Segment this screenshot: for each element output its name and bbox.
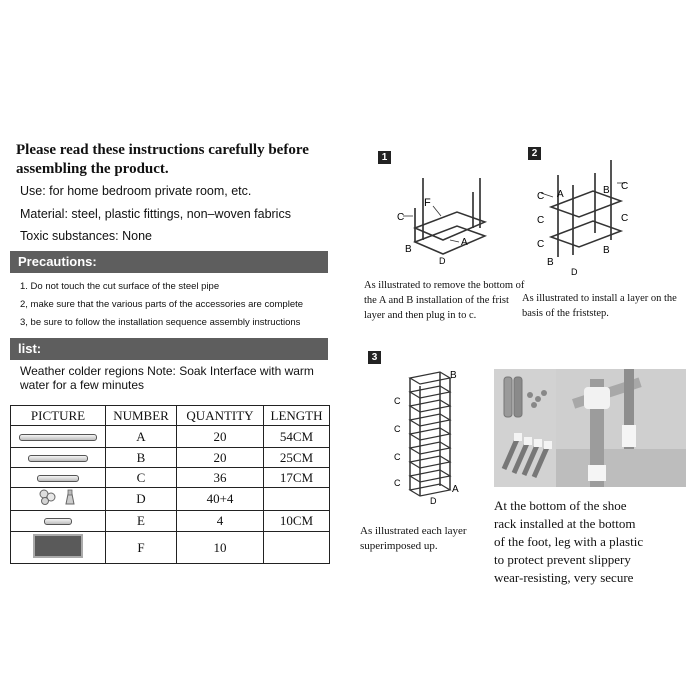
step-2-label-a: A xyxy=(557,189,564,200)
step-2-caption-line-2: basis of the friststep. xyxy=(522,308,609,319)
medium-tube-icon xyxy=(28,455,88,462)
quantity-cell: 20 xyxy=(177,426,264,448)
table-header-row xyxy=(11,406,330,426)
step-3-label-c-2: C xyxy=(394,424,401,434)
step-1-caption xyxy=(364,278,544,323)
step-3-diagram xyxy=(390,362,470,512)
step-3-caption-line-1: As illustrated each layer xyxy=(360,525,467,537)
step-2-label-b-upper: B xyxy=(603,185,610,196)
step-1-label-d: D xyxy=(439,256,446,265)
picture-cell xyxy=(11,468,106,488)
photo-caption-line-2: rack installed at the bottom xyxy=(494,516,636,531)
step-2-label-c-upper-left: C xyxy=(537,191,545,202)
precaution-item-2: 2, make sure that the various parts of the accessories are complete xyxy=(20,299,304,310)
step-2-label-c-lower-left: C xyxy=(537,239,545,250)
fabric-panel-icon xyxy=(33,534,83,558)
step-2-label-c-middle-right: C xyxy=(621,213,629,224)
shelf-layers xyxy=(410,372,450,496)
precautions-bar xyxy=(10,251,328,273)
step-3-label-d: D xyxy=(430,496,437,506)
use-line: Use: for home bedroom private room, etc. xyxy=(20,184,252,198)
step-1-label-b: B xyxy=(405,244,412,255)
step-1-diagram xyxy=(395,170,510,265)
heading-line-2: assembling the product. xyxy=(16,161,169,177)
number-cell: F xyxy=(106,532,177,564)
step-1-label-f: F xyxy=(424,197,431,209)
list-note-line-1: Weather colder regions Note: Soak Interface with warm xyxy=(20,364,314,378)
picture-cell xyxy=(11,426,106,448)
step-1-caption-line-1: As illustrated to remove the bottom of xyxy=(364,280,525,291)
length-cell: 54CM xyxy=(264,426,330,448)
quantity-cell: 40+4 xyxy=(177,488,264,511)
heading-line-1: Please read these instructions carefully before xyxy=(16,142,309,158)
step-2-label-b-bottom: B xyxy=(547,257,554,268)
step-1-badge: 1 xyxy=(378,151,391,164)
length-cell: 17CM xyxy=(264,468,330,488)
material-line: Material: steel, plastic fittings, non–woven fabrics xyxy=(20,207,291,221)
product-photo xyxy=(494,369,686,487)
step-2-caption xyxy=(522,291,692,321)
list-title: list: xyxy=(18,341,42,356)
photo-caption-line-4: to protect prevent slippery xyxy=(494,552,631,567)
step-1-caption-line-2: the A and B installation of the frist xyxy=(364,295,509,306)
length-cell: 10CM xyxy=(264,511,330,532)
quantity-cell: 20 xyxy=(177,448,264,468)
step-2-badge: 2 xyxy=(528,147,541,160)
step-2-label-d: D xyxy=(571,267,578,277)
toxic-line: Toxic substances: None xyxy=(20,229,153,243)
step-3-caption xyxy=(360,524,490,554)
length-cell: 25CM xyxy=(264,448,330,468)
connector-fittings-icon xyxy=(36,488,80,506)
step-3-label-a: A xyxy=(452,484,459,495)
small-tube-icon xyxy=(44,518,72,525)
photo-caption-line-3: of the foot, leg with a plastic xyxy=(494,534,644,549)
length-cell xyxy=(264,532,330,564)
list-bar xyxy=(10,338,328,360)
step-2-diagram xyxy=(533,155,648,280)
instructions-heading xyxy=(16,141,346,179)
step-3-caption-line-2: superimposed up. xyxy=(360,540,438,552)
long-tube-icon xyxy=(19,434,97,441)
step-2-caption-line-1: As illustrated to install a layer on the xyxy=(522,293,677,304)
step-3-label-c-1: C xyxy=(394,396,401,406)
picture-cell xyxy=(11,511,106,532)
header-picture: PICTURE xyxy=(11,406,106,426)
table-row xyxy=(11,532,330,564)
precaution-item-1: 1. Do not touch the cut surface of the steel pipe xyxy=(20,281,220,292)
header-length: LENGTH xyxy=(264,406,330,426)
precaution-item-3: 3, be sure to follow the installation sequence assembly instructions xyxy=(20,317,301,328)
number-cell: D xyxy=(106,488,177,511)
parts-table xyxy=(10,405,330,564)
table-row xyxy=(11,468,330,488)
step-3-label-c-4: C xyxy=(394,478,401,488)
picture-cell xyxy=(11,448,106,468)
step-3-label-c-3: C xyxy=(394,452,401,462)
number-cell: B xyxy=(106,448,177,468)
picture-cell xyxy=(11,488,106,511)
step-1-label-a: A xyxy=(461,237,468,248)
table-row xyxy=(11,488,330,511)
step-1-label-c: C xyxy=(397,212,405,223)
list-note xyxy=(20,364,314,392)
header-quantity: QUANTITY xyxy=(177,406,264,426)
number-cell: C xyxy=(106,468,177,488)
photo-caption-line-1: At the bottom of the shoe xyxy=(494,498,627,513)
precautions-title: Precautions: xyxy=(18,254,97,269)
short-tube-icon xyxy=(37,475,79,482)
step-3-badge: 3 xyxy=(368,351,381,364)
step-3-label-b: B xyxy=(450,370,457,381)
list-note-line-2: water for a few minutes xyxy=(20,378,145,392)
quantity-cell: 4 xyxy=(177,511,264,532)
step-2-label-c-middle-left: C xyxy=(537,215,545,226)
number-cell: A xyxy=(106,426,177,448)
table-row xyxy=(11,511,330,532)
step-1-caption-line-3: layer and then plug in to c. xyxy=(364,310,477,321)
photo-caption xyxy=(494,497,664,587)
picture-cell xyxy=(11,532,106,564)
step-2-label-b-lower: B xyxy=(603,245,610,256)
photo-caption-line-5: wear-resisting, very secure xyxy=(494,570,634,585)
length-cell xyxy=(264,488,330,511)
quantity-cell: 36 xyxy=(177,468,264,488)
quantity-cell: 10 xyxy=(177,532,264,564)
number-cell: E xyxy=(106,511,177,532)
header-number: NUMBER xyxy=(106,406,177,426)
step-2-label-c-upper-right: C xyxy=(621,181,629,192)
table-row xyxy=(11,426,330,448)
table-row xyxy=(11,448,330,468)
